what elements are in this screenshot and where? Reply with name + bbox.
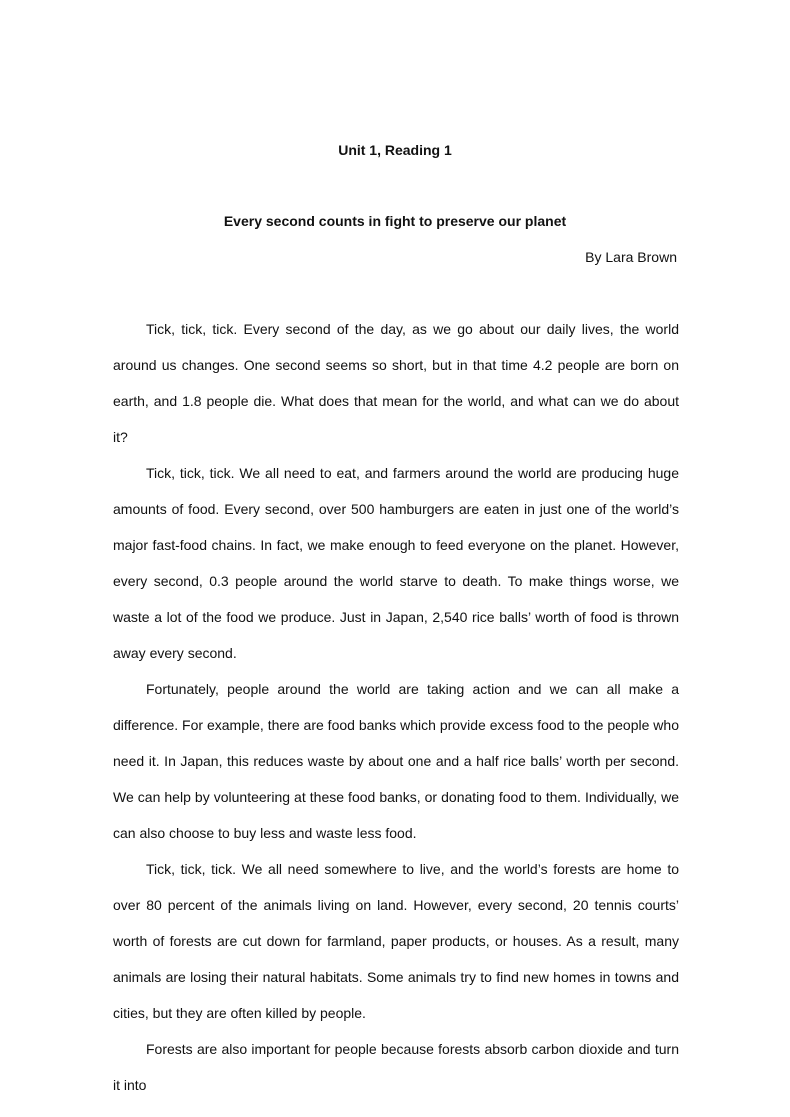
paragraph: Tick, tick, tick. We all need to eat, and farmers around the world are producing huge amounts of food. Every second, over 500 hamburgers are eaten in just one of the world’s major fast-food chains. In fact, we make enough to feed everyone on the planet. However, every second, 0.3 people around the world starve to death. To make things worse, we waste a lot of the food we produce. Just in Japan, 2,540 rice balls’ worth of food is thrown away every second. xyxy=(113,465,679,661)
article-body xyxy=(113,311,679,1103)
paragraph: Forests are also important for people because forests absorb carbon dioxide and turn it into xyxy=(113,1041,679,1093)
byline: By Lara Brown xyxy=(585,249,677,265)
paragraph: Fortunately, people around the world are taking action and we can all make a difference. For example, there are food banks which provide excess food to the people who need it. In Japan, this reduces waste by about one and a half rice balls’ worth per second. We can help by volunteering at these food banks, or donating food to them. Individually, we can also choose to buy less and waste less food. xyxy=(113,681,679,841)
unit-title: Unit 1, Reading 1 xyxy=(338,142,452,158)
article-title: Every second counts in fight to preserve our planet xyxy=(223,213,567,229)
paragraph: Tick, tick, tick. Every second of the day, as we go about our daily lives, the world around us changes. One second seems so short, but in that time 4.2 people are born on earth, and 1.8 people die. What does that mean for the world, and what can we do about it? xyxy=(113,321,679,445)
paragraph: Tick, tick, tick. We all need somewhere to live, and the world’s forests are home to over 80 percent of the animals living on land. However, every second, 20 tennis courts’ worth of forests are cut down for farmland, paper products, or houses. As a result, many animals are losing their natural habitats. Some animals try to find new homes in towns and cities, but they are often killed by people. xyxy=(113,861,679,1021)
